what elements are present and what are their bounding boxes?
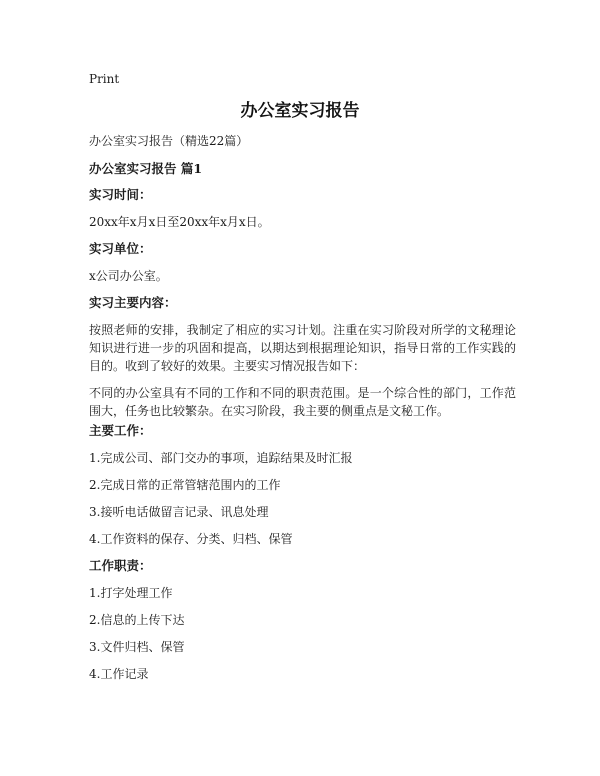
section-title: 办公室实习报告 篇1 (89, 161, 203, 176)
document-subtitle: 办公室实习报告（精选22篇） (89, 134, 249, 148)
time-value: 20xx年x月x日至20xx年x月x日。 (89, 215, 270, 229)
unit-value: x公司办公室。 (89, 269, 168, 283)
print-label: Print (89, 72, 120, 86)
work-item-4: 4.工作资料的保存、分类、归档、保管 (89, 532, 293, 546)
time-heading: 实习时间： (89, 187, 152, 202)
paragraph-scope: 不同的办公室具有不同的工作和不同的职责范围。是一个综合性的部门，工作范围大，任务也比较繁杂。在实习阶段，我主要的侧重点是文秘工作。 (89, 386, 516, 418)
duty-heading: 工作职责： (89, 558, 152, 573)
work-item-2: 2.完成日常的正常管辖范围内的工作 (89, 478, 281, 492)
work-item-3: 3.接听电话做留言记录、讯息处理 (89, 505, 269, 519)
paragraph-plan: 按照老师的安排，我制定了相应的实习计划。注重在实习阶段对所学的文秘理论知识进行进一步的巩固和提高，以期达到根据理论知识，指导日常的工作实践的目的。收到了较好的效果。主要实习情况报告如下： (89, 323, 516, 373)
duty-item-3: 3.文件归档、保管 (89, 640, 185, 654)
work-item-1: 1.完成公司、部门交办的事项，追踪结果及时汇报 (89, 451, 353, 465)
duty-item-4: 4.工作记录 (89, 667, 149, 681)
unit-heading: 实习单位： (89, 241, 152, 256)
duty-item-2: 2.信息的上传下达 (89, 613, 185, 627)
document-title: 办公室实习报告 (240, 101, 360, 121)
work-heading: 主要工作： (89, 423, 152, 438)
content-heading: 实习主要内容： (89, 295, 177, 310)
duty-item-1: 1.打字处理工作 (89, 586, 173, 600)
